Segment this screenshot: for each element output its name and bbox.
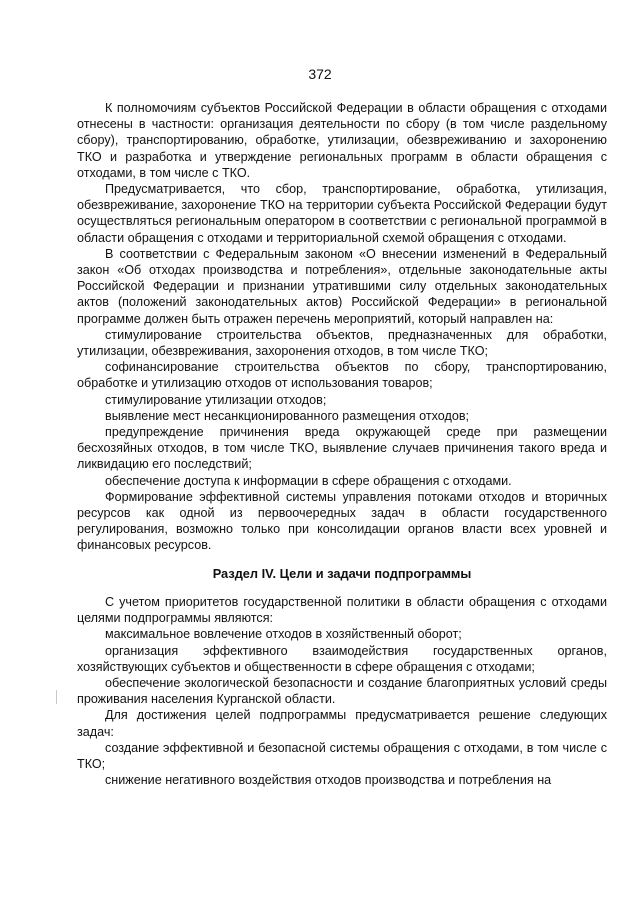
paragraph: С учетом приоритетов государственной политики в области обращения с отходами целями подпрограммы являются: bbox=[77, 594, 607, 626]
list-item: стимулирование утилизации отходов; bbox=[105, 392, 327, 407]
list-item: софинансирование строительства объектов по сбору, транспортированию, обработке и утилизацию отходов от использования товаров; bbox=[77, 360, 607, 391]
list-item: предупреждение причинения вреда окружающей среде при размещении бесхозяйных отходов, в том числе ТКО, выявление случаев причинения такого вреда и ликвидацию его последствий; bbox=[77, 425, 607, 472]
list-item: организация эффективного взаимодействия государственных органов, хозяйствующих субъектов и общественности в сфере обращения с отходами; bbox=[77, 643, 607, 674]
paragraph: К полномочиям субъектов Российской Федерации в области обращения с отходами отнесены в частности: организация деятельности по сбору (в том числе раздельному сбору), транспортированию, обработке, утилизации, обезвреживанию и захоронению ТКО и разработка и утверждение региональных программ в области обращения с отходами, в том числе с ТКО. bbox=[77, 101, 607, 180]
list-item: выявление мест несанкционированного размещения отходов; bbox=[105, 408, 470, 423]
list-item: снижение негативного воздействия отходов производства и потребления на bbox=[105, 773, 552, 788]
list-item: стимулирование строительства объектов, предназначенных для обработки, утилизации, обезвреживания, захоронения отходов, в том числе ТКО; bbox=[77, 327, 607, 359]
paragraph: Предусматривается, что сбор, транспортирование, обработка, утилизация, обезвреживание, захоронение ТКО на территории субъекта Российской Федерации будут осуществляться региональным оператором в соответствии с региональной программой в области обращения с отходами и территориальной схемой обращения с отходами. bbox=[77, 182, 607, 245]
list-item: обеспечение доступа к информации в сфере обращения с отходами. bbox=[105, 473, 512, 488]
document-body bbox=[77, 100, 607, 788]
paragraph: Формирование эффективной системы управления потоками отходов и вторичных ресурсов как одной из первоочередных задач в области государственного регулирования, возможно только при консолидации органов власти всех уровней и финансовых ресурсов. bbox=[77, 489, 607, 553]
page-number: 372 bbox=[308, 66, 332, 82]
list-item: создание эффективной и безопасной системы обращения с отходами, в том числе с ТКО; bbox=[77, 740, 607, 771]
list-item: обеспечение экологической безопасности и создание благоприятных условий среды проживания населения Курганской области. bbox=[77, 675, 607, 707]
paragraph: Для достижения целей подпрограммы предусматривается решение следующих задач: bbox=[77, 708, 607, 739]
list-item: максимальное вовлечение отходов в хозяйственный оборот; bbox=[105, 627, 462, 642]
paragraph: В соответствии с Федеральным законом «О внесении изменений в Федеральный закон «Об отходах производства и потребления», отдельные законодательные акты Российской Федерации и признании утратившими силу отдельных законодательных актов (положений законодательных актов) Российской Федерации» в региональной программе должен быть отражен перечень мероприятий, который направлен на: bbox=[77, 246, 607, 326]
margin-mark bbox=[56, 690, 57, 704]
section-heading: Раздел IV. Цели и задачи подпрограммы bbox=[212, 565, 472, 581]
